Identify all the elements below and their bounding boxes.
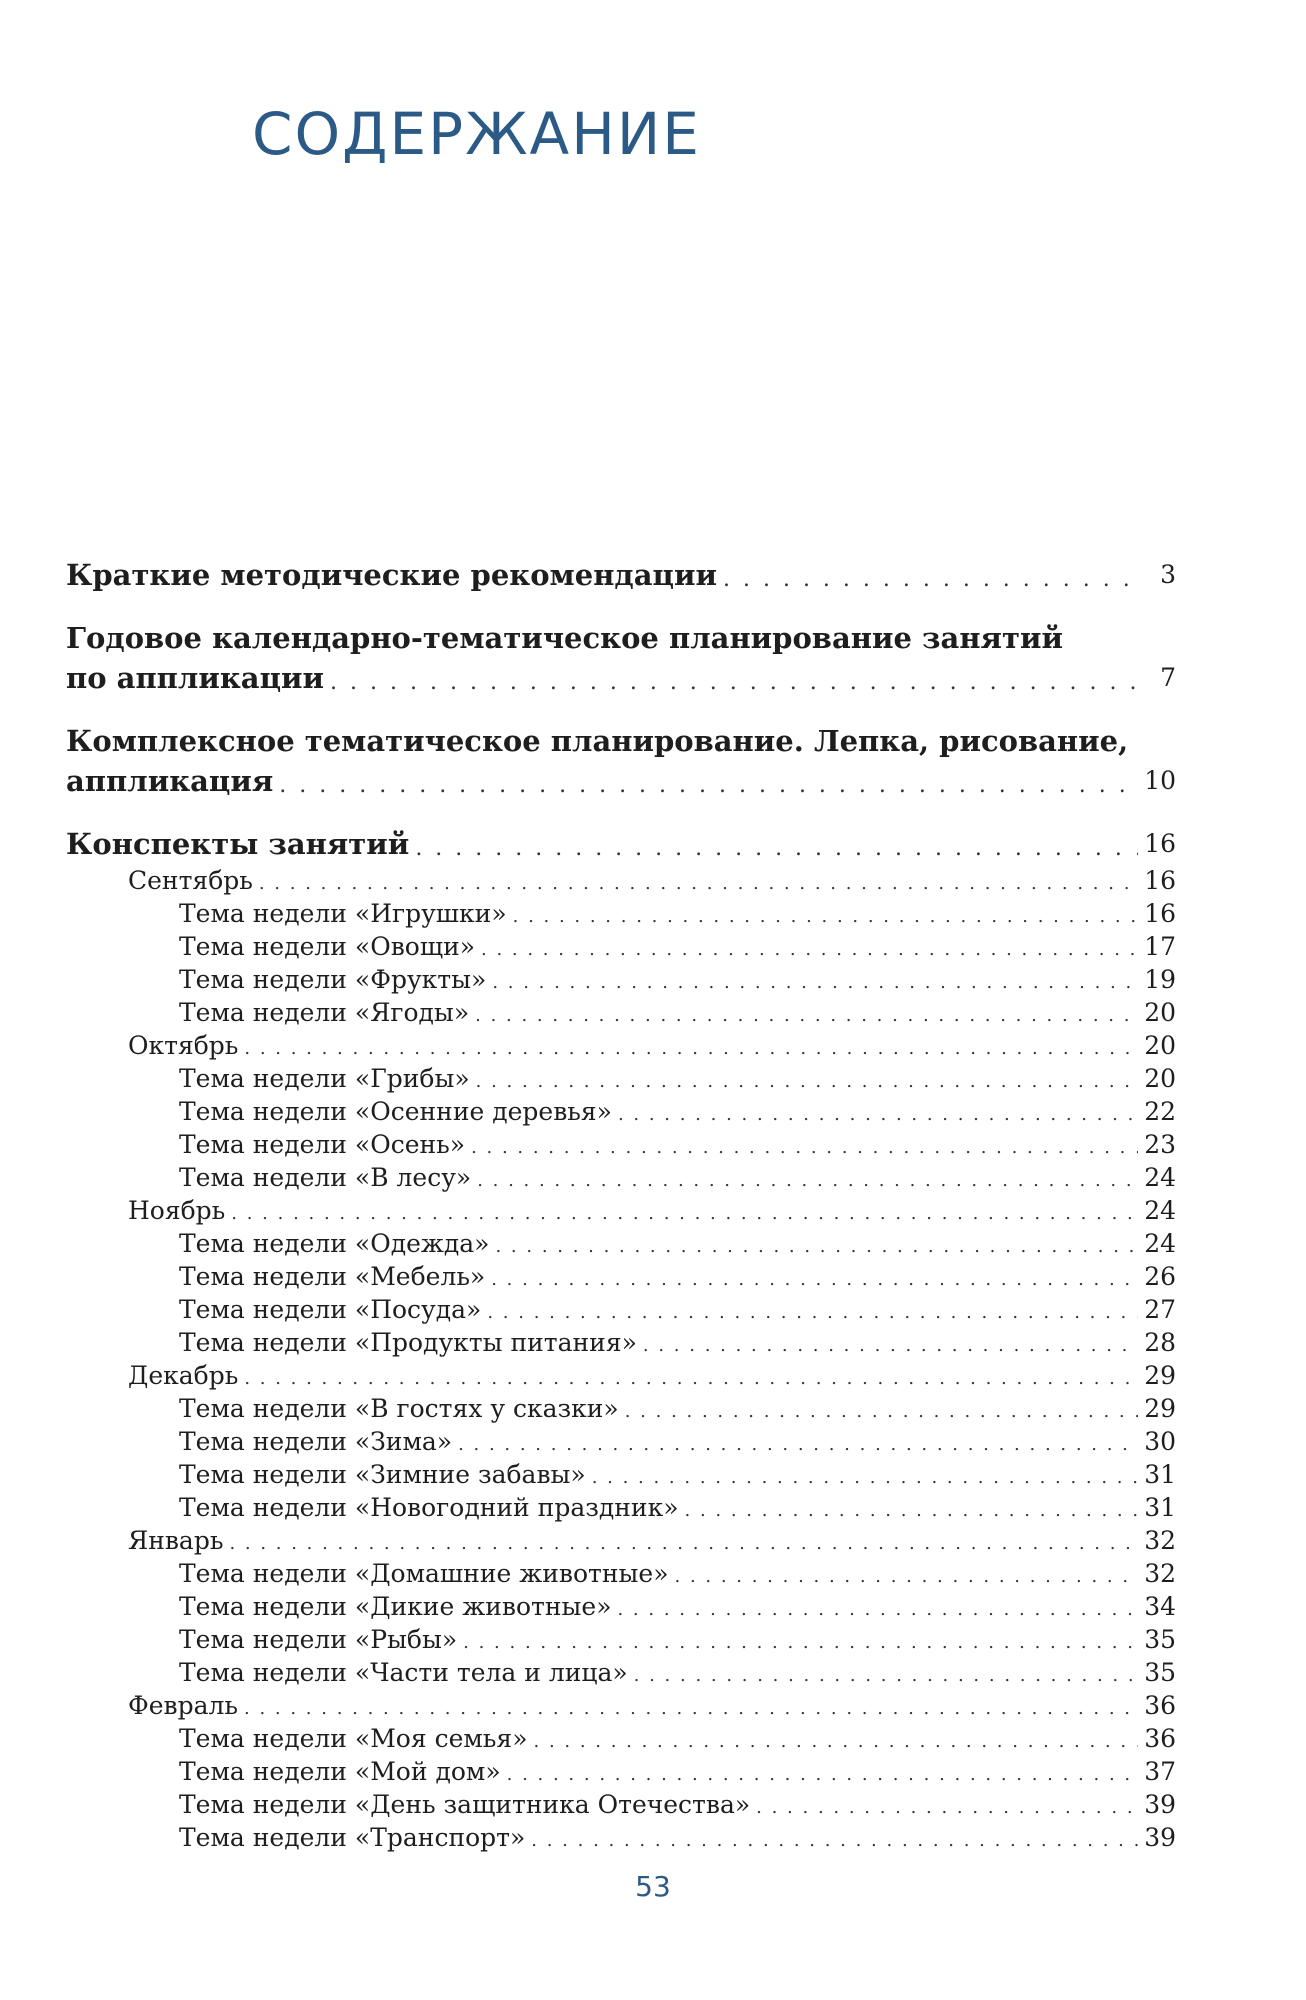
toc-theme-text: Тема недели «Зима»	[179, 1427, 453, 1456]
leader-dots	[507, 1762, 1139, 1788]
toc-month-name: Сентябрь	[128, 866, 253, 895]
toc-month-name: Декабрь	[128, 1361, 239, 1390]
toc-theme-text: Тема недели «Новогодний праздник»	[179, 1493, 679, 1522]
toc-entry-text: аппликация	[66, 764, 274, 798]
page-title: СОДЕРЖАНИЕ	[252, 100, 701, 168]
toc-theme-row[interactable]	[66, 1722, 1176, 1755]
leader-dots	[481, 937, 1138, 963]
toc-theme-row[interactable]	[66, 1557, 1176, 1590]
toc-entry-page: 32	[1144, 1559, 1176, 1588]
toc-theme-row[interactable]	[66, 1095, 1176, 1128]
toc-theme-text: Тема недели «Продукты питания»	[179, 1328, 637, 1357]
toc-theme-text: Тема недели «Домашние животные»	[179, 1559, 669, 1588]
toc-entry-page: 20	[1144, 1064, 1176, 1093]
toc-month-row[interactable]	[66, 1524, 1176, 1557]
toc-theme-text: Тема недели «Фрукты»	[179, 965, 487, 994]
toc-entry-page: 24	[1144, 1229, 1176, 1258]
toc-theme-text: Тема недели «В лесу»	[179, 1163, 472, 1192]
toc-entry-page: 35	[1144, 1625, 1176, 1654]
leader-dots	[244, 1696, 1138, 1722]
toc-entry-complex-planning[interactable]	[66, 721, 1176, 801]
toc-entry-page: 20	[1144, 1031, 1176, 1060]
toc-theme-row[interactable]	[66, 1326, 1176, 1359]
toc-theme-row[interactable]	[66, 963, 1176, 996]
toc-entry-text-line1: Годовое календарно-тематическое планирование занятий	[66, 621, 1063, 655]
toc-theme-row[interactable]	[66, 1062, 1176, 1095]
toc-entry-page: 34	[1144, 1592, 1176, 1621]
toc-month-row[interactable]	[66, 1194, 1176, 1227]
toc-theme-row[interactable]	[66, 930, 1176, 963]
toc-entry-page: 19	[1144, 965, 1176, 994]
leader-dots	[415, 834, 1138, 864]
toc-entry-page: 23	[1144, 1130, 1176, 1159]
toc-theme-row[interactable]	[66, 1788, 1176, 1821]
toc-entry-page: 29	[1144, 1394, 1176, 1423]
leader-dots	[477, 1168, 1138, 1194]
toc-theme-text: Тема недели «Рыбы»	[179, 1625, 458, 1654]
toc-theme-row[interactable]	[66, 1656, 1176, 1689]
toc-entry-page: 30	[1144, 1427, 1176, 1456]
leader-dots	[618, 1102, 1138, 1128]
toc-month-name: Январь	[128, 1526, 224, 1555]
toc-entry-page: 27	[1144, 1295, 1176, 1324]
leader-dots	[495, 1234, 1138, 1260]
toc-month-name: Октябрь	[128, 1031, 239, 1060]
months-list	[66, 864, 1176, 1854]
toc-theme-row[interactable]	[66, 1260, 1176, 1293]
toc-theme-row[interactable]	[66, 1623, 1176, 1656]
toc-entry-page: 36	[1144, 1724, 1176, 1753]
toc-month-name: Ноябрь	[128, 1196, 226, 1225]
toc-month-row[interactable]	[66, 1689, 1176, 1722]
toc-entry-page: 36	[1144, 1691, 1176, 1720]
leader-dots	[244, 1036, 1138, 1062]
leader-dots	[643, 1333, 1138, 1359]
leader-dots	[471, 1135, 1138, 1161]
toc-month-row[interactable]	[66, 1359, 1176, 1392]
toc-entry-page: 7	[1160, 663, 1176, 692]
toc-entry-text-line1: Комплексное тематическое планирование. Лепка, рисование,	[66, 724, 1129, 758]
toc-entry-lesson-notes[interactable]	[66, 824, 1176, 864]
toc-theme-row[interactable]	[66, 1425, 1176, 1458]
toc-entry-recommendations[interactable]	[66, 555, 1176, 595]
leader-dots	[685, 1498, 1139, 1524]
toc-entry-page: 16	[1144, 866, 1176, 895]
page-number: 53	[635, 1870, 671, 1903]
toc-theme-text: Тема недели «Моя семья»	[179, 1724, 528, 1753]
toc-theme-text: Тема недели «День защитника Отечества»	[179, 1790, 751, 1819]
toc-theme-text: Тема недели «Грибы»	[179, 1064, 470, 1093]
toc-entry-page: 39	[1144, 1823, 1176, 1852]
toc-theme-row[interactable]	[66, 1128, 1176, 1161]
toc-theme-row[interactable]	[66, 1491, 1176, 1524]
toc-theme-text: Тема недели «Одежда»	[179, 1229, 490, 1258]
leader-dots	[675, 1564, 1139, 1590]
toc-entry-page: 37	[1144, 1757, 1176, 1786]
toc-entry-page: 31	[1144, 1460, 1176, 1489]
toc-entry-page: 10	[1144, 766, 1176, 795]
toc-theme-row[interactable]	[66, 1293, 1176, 1326]
toc-theme-text: Тема недели «Транспорт»	[179, 1823, 526, 1852]
toc-theme-text: Тема недели «Ягоды»	[179, 998, 470, 1027]
leader-dots	[279, 771, 1138, 801]
table-of-contents	[66, 555, 1176, 1854]
leader-dots	[534, 1729, 1139, 1755]
toc-entry-page: 26	[1144, 1262, 1176, 1291]
toc-entry-annual-planning[interactable]	[66, 618, 1176, 698]
toc-entry-text: по аппликации	[66, 661, 325, 695]
toc-theme-text: Тема недели «Осенние деревья»	[179, 1097, 612, 1126]
leader-dots	[531, 1828, 1138, 1854]
toc-theme-row[interactable]	[66, 996, 1176, 1029]
toc-entry-page: 39	[1144, 1790, 1176, 1819]
leader-dots	[229, 1531, 1138, 1557]
toc-entry-page: 16	[1144, 899, 1176, 928]
leader-dots	[259, 871, 1138, 897]
leader-dots	[592, 1465, 1138, 1491]
leader-dots	[756, 1795, 1138, 1821]
toc-theme-row[interactable]	[66, 1821, 1176, 1854]
toc-theme-text: Тема недели «Посуда»	[179, 1295, 482, 1324]
toc-entry-page: 28	[1144, 1328, 1176, 1357]
toc-theme-text: Тема недели «Игрушки»	[179, 899, 507, 928]
toc-entry-page: 20	[1144, 998, 1176, 1027]
toc-theme-row[interactable]	[66, 1590, 1176, 1623]
toc-entry-page: 29	[1144, 1361, 1176, 1390]
leader-dots	[634, 1663, 1139, 1689]
toc-entry-text: Краткие методические рекомендации	[66, 558, 717, 592]
toc-month-row[interactable]	[66, 1029, 1176, 1062]
leader-dots	[330, 668, 1140, 698]
leader-dots	[458, 1432, 1138, 1458]
toc-theme-text: Тема недели «Мебель»	[179, 1262, 486, 1291]
toc-entry-page: 16	[1144, 829, 1176, 858]
toc-month-name: Февраль	[128, 1691, 239, 1720]
leader-dots	[491, 1267, 1138, 1293]
leader-dots	[492, 970, 1138, 996]
leader-dots	[244, 1366, 1138, 1392]
toc-theme-text: Тема недели «Части тела и лица»	[179, 1658, 628, 1687]
toc-theme-text: Тема недели «Мой дом»	[179, 1757, 501, 1786]
toc-entry-page: 35	[1144, 1658, 1176, 1687]
toc-entry-page: 22	[1144, 1097, 1176, 1126]
leader-dots	[513, 904, 1139, 930]
leader-dots	[476, 1069, 1139, 1095]
toc-entry-page: 3	[1160, 560, 1176, 589]
toc-theme-row[interactable]	[66, 1458, 1176, 1491]
toc-theme-text: Тема недели «В гостях у сказки»	[179, 1394, 619, 1423]
toc-theme-row[interactable]	[66, 1161, 1176, 1194]
toc-entry-text: Конспекты занятий	[66, 827, 410, 861]
toc-entry-page: 17	[1144, 932, 1176, 961]
toc-entry-page: 31	[1144, 1493, 1176, 1522]
leader-dots	[231, 1201, 1138, 1227]
toc-theme-row[interactable]	[66, 1227, 1176, 1260]
leader-dots	[487, 1300, 1138, 1326]
toc-theme-text: Тема недели «Дикие животные»	[179, 1592, 612, 1621]
leader-dots	[617, 1597, 1138, 1623]
leader-dots	[723, 565, 1140, 595]
leader-dots	[463, 1630, 1138, 1656]
toc-theme-text: Тема недели «Осень»	[179, 1130, 466, 1159]
toc-entry-page: 24	[1144, 1196, 1176, 1225]
toc-entry-page: 32	[1144, 1526, 1176, 1555]
toc-theme-row[interactable]	[66, 897, 1176, 930]
toc-theme-row[interactable]	[66, 1392, 1176, 1425]
toc-theme-row[interactable]	[66, 1755, 1176, 1788]
toc-entry-page: 24	[1144, 1163, 1176, 1192]
toc-theme-text: Тема недели «Овощи»	[179, 932, 476, 961]
leader-dots	[625, 1399, 1138, 1425]
leader-dots	[475, 1003, 1138, 1029]
toc-month-row[interactable]	[66, 864, 1176, 897]
toc-theme-text: Тема недели «Зимние забавы»	[179, 1460, 586, 1489]
